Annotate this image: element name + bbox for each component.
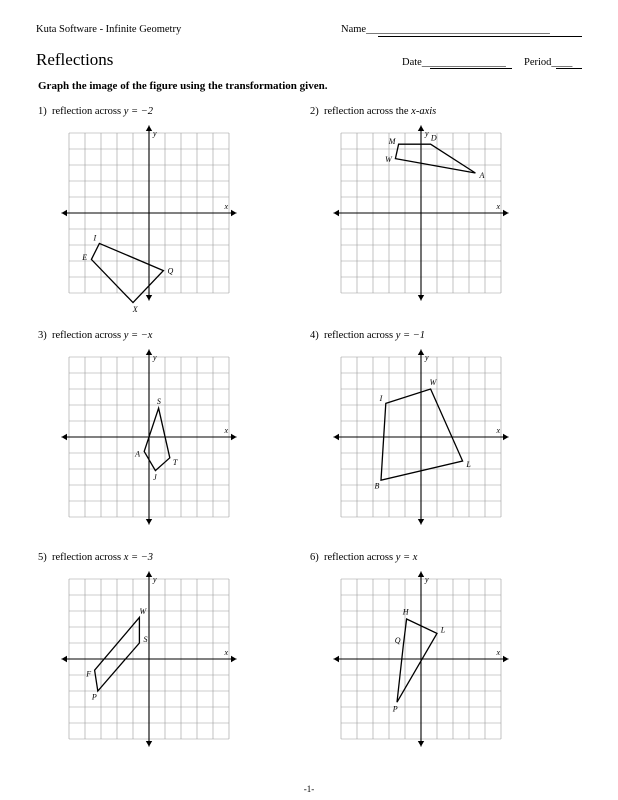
problem-number: 2) — [310, 106, 324, 117]
svg-text:J: J — [153, 473, 157, 483]
problem-prompt-equation: y = −1 — [395, 330, 426, 341]
coordinate-grid-3 — [60, 348, 238, 526]
publisher-line: Kuta Software - Infinite Geometry — [36, 24, 182, 35]
problem-2-prompt — [310, 106, 436, 117]
svg-text:L: L — [466, 460, 471, 470]
problem-prompt-equation: x-axis — [411, 106, 437, 117]
svg-text:F: F — [86, 669, 92, 679]
svg-text:x: x — [496, 648, 500, 657]
problem-number: 1) — [38, 106, 52, 117]
date-rule — [430, 68, 512, 69]
svg-text:x: x — [496, 202, 500, 211]
svg-text:S: S — [143, 635, 148, 645]
problem-number: 4) — [310, 330, 324, 341]
problem-prompt-equation: y = x — [395, 552, 418, 563]
name-field-label: Name___________________________________ — [341, 24, 550, 35]
problem-4-prompt — [310, 330, 425, 341]
svg-text:Q: Q — [167, 266, 174, 276]
svg-text:W: W — [385, 155, 392, 165]
svg-text:y: y — [153, 129, 157, 138]
svg-text:A: A — [135, 449, 141, 459]
svg-text:y: y — [153, 353, 157, 362]
svg-text:x: x — [224, 202, 228, 211]
svg-text:H: H — [402, 607, 409, 617]
svg-text:y: y — [425, 353, 429, 362]
problem-prompt-text: reflection across — [324, 552, 396, 563]
coordinate-grid-5 — [60, 570, 238, 748]
problem-3-prompt — [38, 330, 152, 341]
svg-text:P: P — [91, 692, 97, 702]
problem-prompt-equation: y = −2 — [123, 106, 154, 117]
svg-text:D: D — [430, 133, 437, 143]
svg-text:L: L — [440, 625, 446, 635]
svg-text:I: I — [379, 393, 383, 403]
period-field-label: Period____ — [524, 57, 573, 68]
svg-text:x: x — [224, 426, 228, 435]
date-field-label: Date________________ — [402, 57, 506, 68]
svg-text:W: W — [429, 377, 437, 387]
svg-text:I: I — [93, 233, 97, 243]
problem-6-prompt — [310, 552, 417, 563]
svg-text:W: W — [139, 606, 147, 616]
coordinate-grid-1 — [60, 124, 238, 314]
problem-number: 3) — [38, 330, 52, 341]
svg-text:M: M — [388, 137, 396, 147]
svg-text:A: A — [479, 170, 485, 180]
problem-prompt-text: reflection across — [52, 552, 124, 563]
svg-text:S: S — [156, 396, 161, 406]
svg-text:x: x — [224, 648, 228, 657]
problem-number: 6) — [310, 552, 324, 563]
page-title: Reflections — [36, 50, 114, 69]
instructions-text: Graph the image of the figure using the transformation given. — [38, 80, 328, 92]
page-number: -1- — [303, 784, 315, 794]
coordinate-grid-4 — [332, 348, 510, 526]
problem-number: 5) — [38, 552, 52, 563]
name-rule — [378, 36, 582, 37]
svg-text:X: X — [132, 304, 138, 314]
problem-5-prompt — [38, 552, 153, 563]
svg-text:T: T — [172, 457, 178, 467]
svg-text:Q: Q — [394, 636, 401, 646]
coordinate-grid-2 — [332, 124, 510, 302]
problem-prompt-text: reflection across — [324, 330, 396, 341]
svg-text:E: E — [82, 252, 88, 262]
problem-prompt-equation: x = −3 — [123, 552, 154, 563]
svg-text:y: y — [425, 575, 429, 584]
svg-text:y: y — [153, 575, 157, 584]
problem-prompt-text: reflection across — [52, 106, 124, 117]
problem-prompt-text: reflection across the — [324, 106, 412, 117]
svg-text:x: x — [496, 426, 500, 435]
svg-text:y: y — [425, 129, 429, 138]
problem-1-prompt — [38, 106, 153, 117]
problem-prompt-text: reflection across — [52, 330, 124, 341]
problem-prompt-equation: y = −x — [123, 330, 153, 341]
svg-text:B: B — [374, 481, 380, 491]
coordinate-grid-6 — [332, 570, 510, 748]
period-rule — [556, 68, 582, 69]
svg-text:P: P — [392, 704, 398, 714]
